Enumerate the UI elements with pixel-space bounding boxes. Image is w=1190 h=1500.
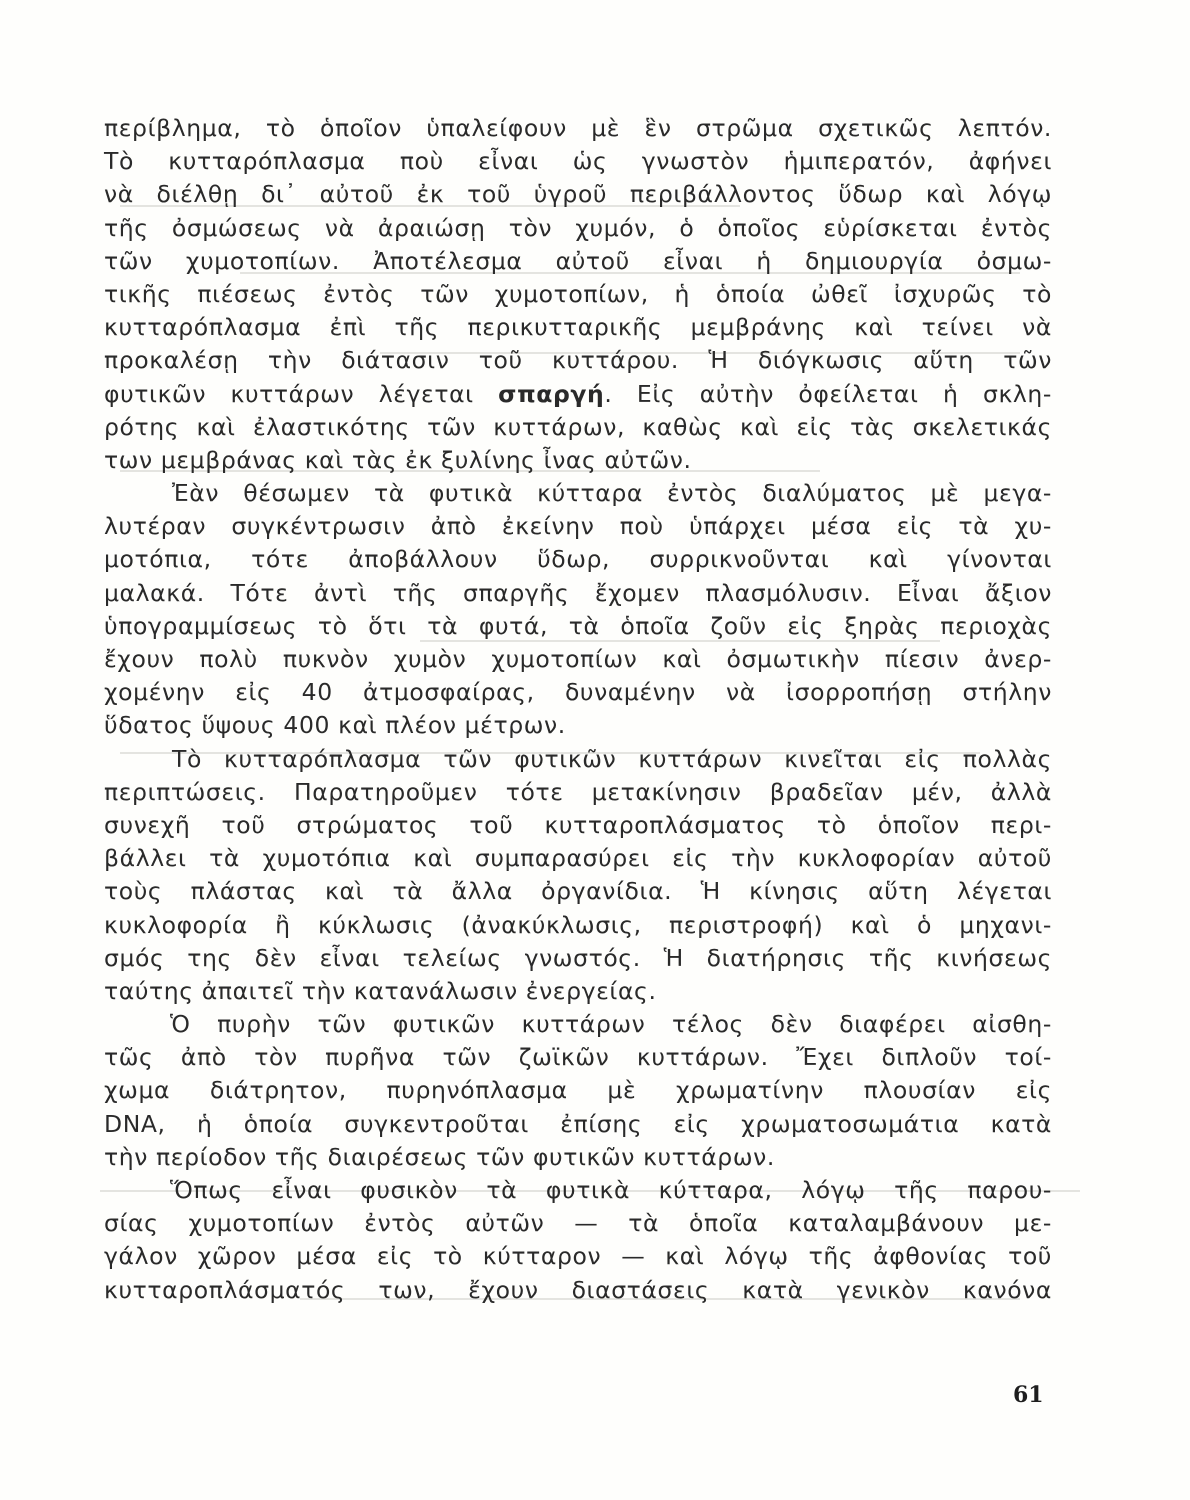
text-line: ταύτης ἀπαιτεῖ τὴν κατανάλωσιν ἐνεργείας. — [104, 976, 657, 1005]
text-line: κυτταρόπλασμα ἐπὶ τῆς περικυτταρικῆς μεμβράνης καὶ τείνει νὰ — [104, 313, 1052, 342]
text-line: βάλλει τὰ χυμοτόπια καὶ συμπαρασύρει εἰς τὴν κυκλοφορίαν αὐτοῦ — [104, 844, 1052, 873]
text-line: ἔχουν πολὺ πυκνὸν χυμὸν χυμοτοπίων καὶ ὀσμωτικὴν πίεσιν ἀνερ- — [104, 645, 1052, 673]
text-line: συνεχῆ τοῦ στρώματος τοῦ κυτταροπλάσματος τὸ ὁποῖον περι- — [104, 810, 1052, 839]
text-line: DNA, ἡ ὁποία συγκεντροῦται ἐπίσης εἰς χρωματοσωμάτια κατὰ — [104, 1109, 1052, 1138]
text-line: χωμα διάτρητον, πυρηνόπλασμα μὲ χρωματίνην πλουσίαν εἰς — [104, 1076, 1052, 1105]
text-line: μαλακά. Τότε ἀντὶ τῆς σπαργῆς ἔχομεν πλασμόλυσιν. Εἶναι ἄξιον — [104, 578, 1052, 607]
text-line: λυτέραν συγκέντρωσιν ἀπὸ ἐκείνην ποὺ ὑπάρχει μέσα εἰς τὰ χυ- — [104, 512, 1052, 541]
text-line: Τὸ κυτταρόπλασμα τῶν φυτικῶν κυττάρων κινεῖται εἰς πολλὰς — [172, 744, 1052, 773]
text-line: Ὅπως εἶναι φυσικὸν τὰ φυτικὰ κύτταρα, λόγῳ τῆς παρου- — [170, 1176, 1052, 1204]
text-line: Τὸ κυτταρόπλασμα ποὺ εἶναι ὡς γνωστὸν ἡμιπερατόν, ἀφήνει — [104, 147, 1052, 176]
text-line: ὕδατος ὕψους 400 καὶ πλέον μέτρων. — [104, 711, 566, 740]
text-line: τῆς ὀσμώσεως νὰ ἀραιώσῃ τὸν χυμόν, ὁ ὁποῖος εὑρίσκεται ἐντὸς — [104, 213, 1052, 242]
text-line: τῶς ἀπὸ τὸν πυρῆνα τῶν ζωϊκῶν κυττάρων. Ἔχει διπλοῦν τοί- — [104, 1043, 1052, 1072]
text-line: νὰ διέλθῃ δι᾽ αὐτοῦ ἐκ τοῦ ὑγροῦ περιβάλλοντος ὕδωρ καὶ λόγῳ — [104, 180, 1052, 209]
paragraph — [104, 743, 1052, 1009]
text-line: κυκλοφορία ἢ κύκλωσις (ἀνακύκλωσις, περιστροφή) καὶ ὁ μηχανι- — [104, 910, 1052, 939]
text-line: ρότης καὶ ἐλαστικότης τῶν κυττάρων, καθὼς καὶ εἰς τὰς σκελετικάς — [104, 412, 1052, 441]
text-line: τὴν περίοδον τῆς διαιρέσεως τῶν φυτικῶν κυττάρων. — [104, 1142, 775, 1171]
text-line: τῶν χυμοτοπίων. Ἀποτέλεσμα αὐτοῦ εἶναι ἡ δημιουργία ὀσμω- — [104, 246, 1052, 275]
text-line: προκαλέσῃ τὴν διάτασιν τοῦ κυττάρου. Ἡ διόγκωσις αὕτη τῶν — [104, 346, 1052, 375]
text-line: σμός της δὲν εἶναι τελείως γνωστός. Ἡ διατήρησις τῆς κινήσεως — [104, 943, 1052, 972]
text-line: περιπτώσεις. Παρατηροῦμεν τότε μετακίνησιν βραδεῖαν μέν, ἀλλὰ — [104, 777, 1052, 806]
text-line: Ὁ πυρὴν τῶν φυτικῶν κυττάρων τέλος δὲν διαφέρει αἰσθη- — [170, 1010, 1052, 1039]
paragraph — [104, 477, 1052, 743]
text-line-with-bold-term: φυτικῶν κυττάρων λέγεται σπαργή. Εἰς αὐτὴν ὀφείλεται ἡ σκλη- — [104, 379, 1052, 408]
text-line: περίβλημα, τὸ ὁποῖον ὑπαλείφουν μὲ ἓν στρῶμα σχετικῶς λεπτόν. — [104, 114, 1052, 142]
text-line: σίας χυμοτοπίων ἐντὸς αὐτῶν — τὰ ὁποῖα καταλαμβάνουν με- — [104, 1209, 1052, 1238]
text-line: ὑπογραμμίσεως τὸ ὅτι τὰ φυτά, τὰ ὁποῖα ζοῦν εἰς ξηρὰς περιοχὰς — [104, 611, 1052, 640]
text-line: γάλον χῶρον μέσα εἰς τὸ κύτταρον — καὶ λόγῳ τῆς ἀφθονίας τοῦ — [104, 1242, 1052, 1271]
text-line: τοὺς πλάστας καὶ τὰ ἄλλα ὀργανίδια. Ἡ κίνησις αὕτη λέγεται — [104, 877, 1052, 906]
text-line: τικῆς πιέσεως ἐντὸς τῶν χυμοτοπίων, ἡ ὁποία ὠθεῖ ἰσχυρῶς τὸ — [104, 279, 1052, 308]
text-line: χομένην εἰς 40 ἀτμοσφαίρας, δυναμένην νὰ ἰσορροπήσῃ στήλην — [104, 678, 1052, 707]
text-line: Ἐὰν θέσωμεν τὰ φυτικὰ κύτταρα ἐντὸς διαλύματος μὲ μεγα- — [172, 479, 1052, 508]
paragraph — [104, 1008, 1052, 1174]
text-line: μοτόπια, τότε ἀποβάλλουν ὕδωρ, συρρικνοῦνται καὶ γίνονται — [104, 545, 1052, 574]
bold-term: σπαργή — [498, 379, 605, 408]
text-line: των μεμβράνας καὶ τὰς ἐκ ξυλίνης ἶνας αὐτῶν. — [104, 445, 692, 474]
paragraph — [104, 112, 1052, 477]
text-line: κυτταροπλάσματός των, ἔχουν διαστάσεις κατὰ γενικὸν κανόνα — [104, 1275, 1052, 1304]
body-text — [104, 112, 1052, 1307]
paragraph — [104, 1174, 1052, 1307]
page-number: 61 — [1013, 1382, 1044, 1408]
